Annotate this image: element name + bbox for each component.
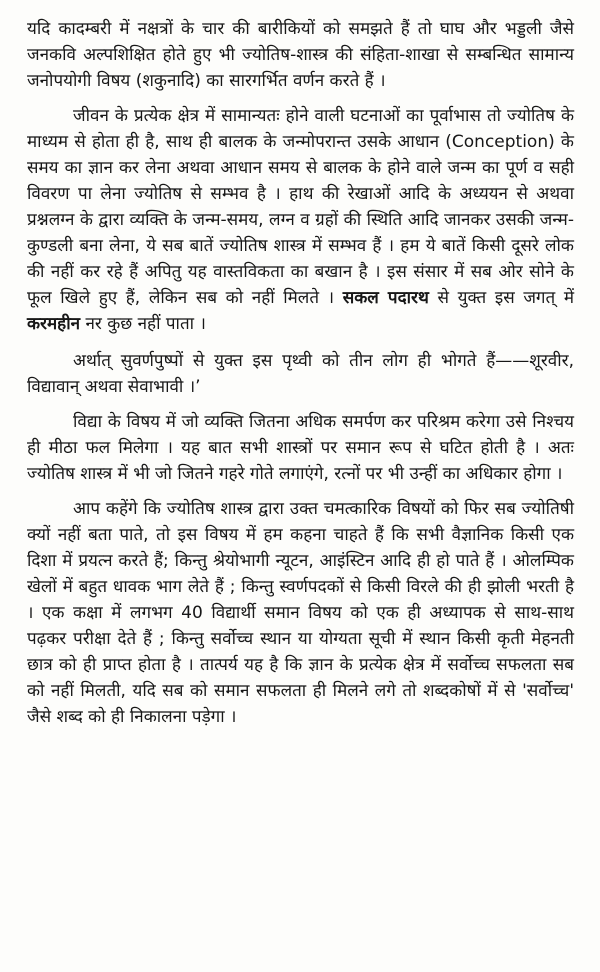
paragraph-2-text-2: से युक्त इस जगत् में <box>428 288 574 308</box>
paragraph-3-verse-meaning: अर्थात् सुवर्णपुष्पों से युक्त इस पृथ्वी को तीन लोग ही भोगते हैं——शूरवीर, विद्यावान् अथवा सेवाभावी ।’ <box>27 351 574 397</box>
paragraph-5: आप कहेंगे कि ज्योतिष शास्त्र द्वारा उक्त चमत्कारिक विषयों को फिर सब ज्योतिषी क्यों नहीं बता पाते, तो इस विषय में हम कहना चाहते हैं कि सभी वैज्ञानिक किसी एक दिशा में प्रयत्न करते हैं; किन्तु श्रेयोभागी न्यूटन, आइंस्टिन आदि ही हो पाते हैं । ओलम्पिक खेलों में बहुत धावक भाग लेते हैं ; किन्तु स्वर्णपदकों से किसी विरले की ही झोली भरती है । एक कक्षा में लगभग 40 विद्यार्थी समान विषय को एक ही अध्यापक से साथ-साथ पढ़कर परीक्षा देते हैं ; किन्तु सर्वोच्च स्थान या योग्यता सूची में स्थान किसी कृती मेहनती छात्र को ही प्राप्त होता है । तात्पर्य यह है कि ज्ञान के प्रत्येक क्षेत्र में सर्वोच्च सफलता सब को नहीं मिलती, यदि सब को समान सफलता ही मिलने लगे तो शब्दकोषों में से 'सर्वोच्च' जैसे शब्द को ही निकालना पड़ेगा । <box>27 499 574 727</box>
paragraph-4: विद्या के विषय में जो व्यक्ति जितना अधिक समर्पण कर परिश्रम करेगा उसे निश्चय ही मीठा फल मिलेगा । यह बात सभी शास्त्रों पर समान रूप से घटित होती है । अतः ज्योतिष शास्त्र में भी जो जितने गहरे गोते लगाएंगे, रत्नों पर भी उन्हीं का अधिकार होगा । <box>27 412 574 484</box>
paragraph-2-text-3: नर कुछ नहीं पाता । <box>80 314 206 334</box>
bold-phrase-sakal-padarath: सकल पदारथ <box>342 288 429 308</box>
paragraph-1: यदि कादम्बरी में नक्षत्रों के चार की बारीकियों को समझते हैं तो घाघ और भड्डली जैसे जनकवि अल्पशिक्षित होते हुए भी ज्योतिष-शास्त्र की संहिता-शाखा से सम्बन्धित सामान्य जनोपयोगी विषय (शकुनादि) का सारगर्भित वर्णन करते हैं । <box>27 19 574 91</box>
paragraph-2-text-1: जीवन के प्रत्येक क्षेत्र में सामान्यतः होने वाली घटनाओं का पूर्वाभास तो ज्योतिष के माध्यम से होता ही है, साथ ही बालक के जन्मोपरान्त उसके आधान (Conception) के समय का ज्ञान कर लेना अथवा आधान समय से बालक के होने वाले जन्म का पूर्ण व सही विवरण पा लेना ज्योतिष से सम्भव है । हाथ की रेखाओं आदि के अध्ययन से अथवा प्रश्नलग्न के द्वारा व्यक्ति के जन्म-समय, लग्न व ग्रहों की स्थिति आदि जानकर उसकी जन्म-कुण्डली बना लेना, ये सब बातें ज्योतिष शास्त्र में सम्भव हैं । हम ये बातें किसी दूसरे लोक की नहीं कर रहे हैं अपितु यह वास्तविकता का बखान है । इस संसार में सब ओर सोने के फूल खिले हुए हैं, लेकिन सब को नहीं मिलते । <box>27 106 574 308</box>
paragraph-2 <box>27 103 574 337</box>
bold-phrase-karamheen: करमहीन <box>27 314 81 334</box>
